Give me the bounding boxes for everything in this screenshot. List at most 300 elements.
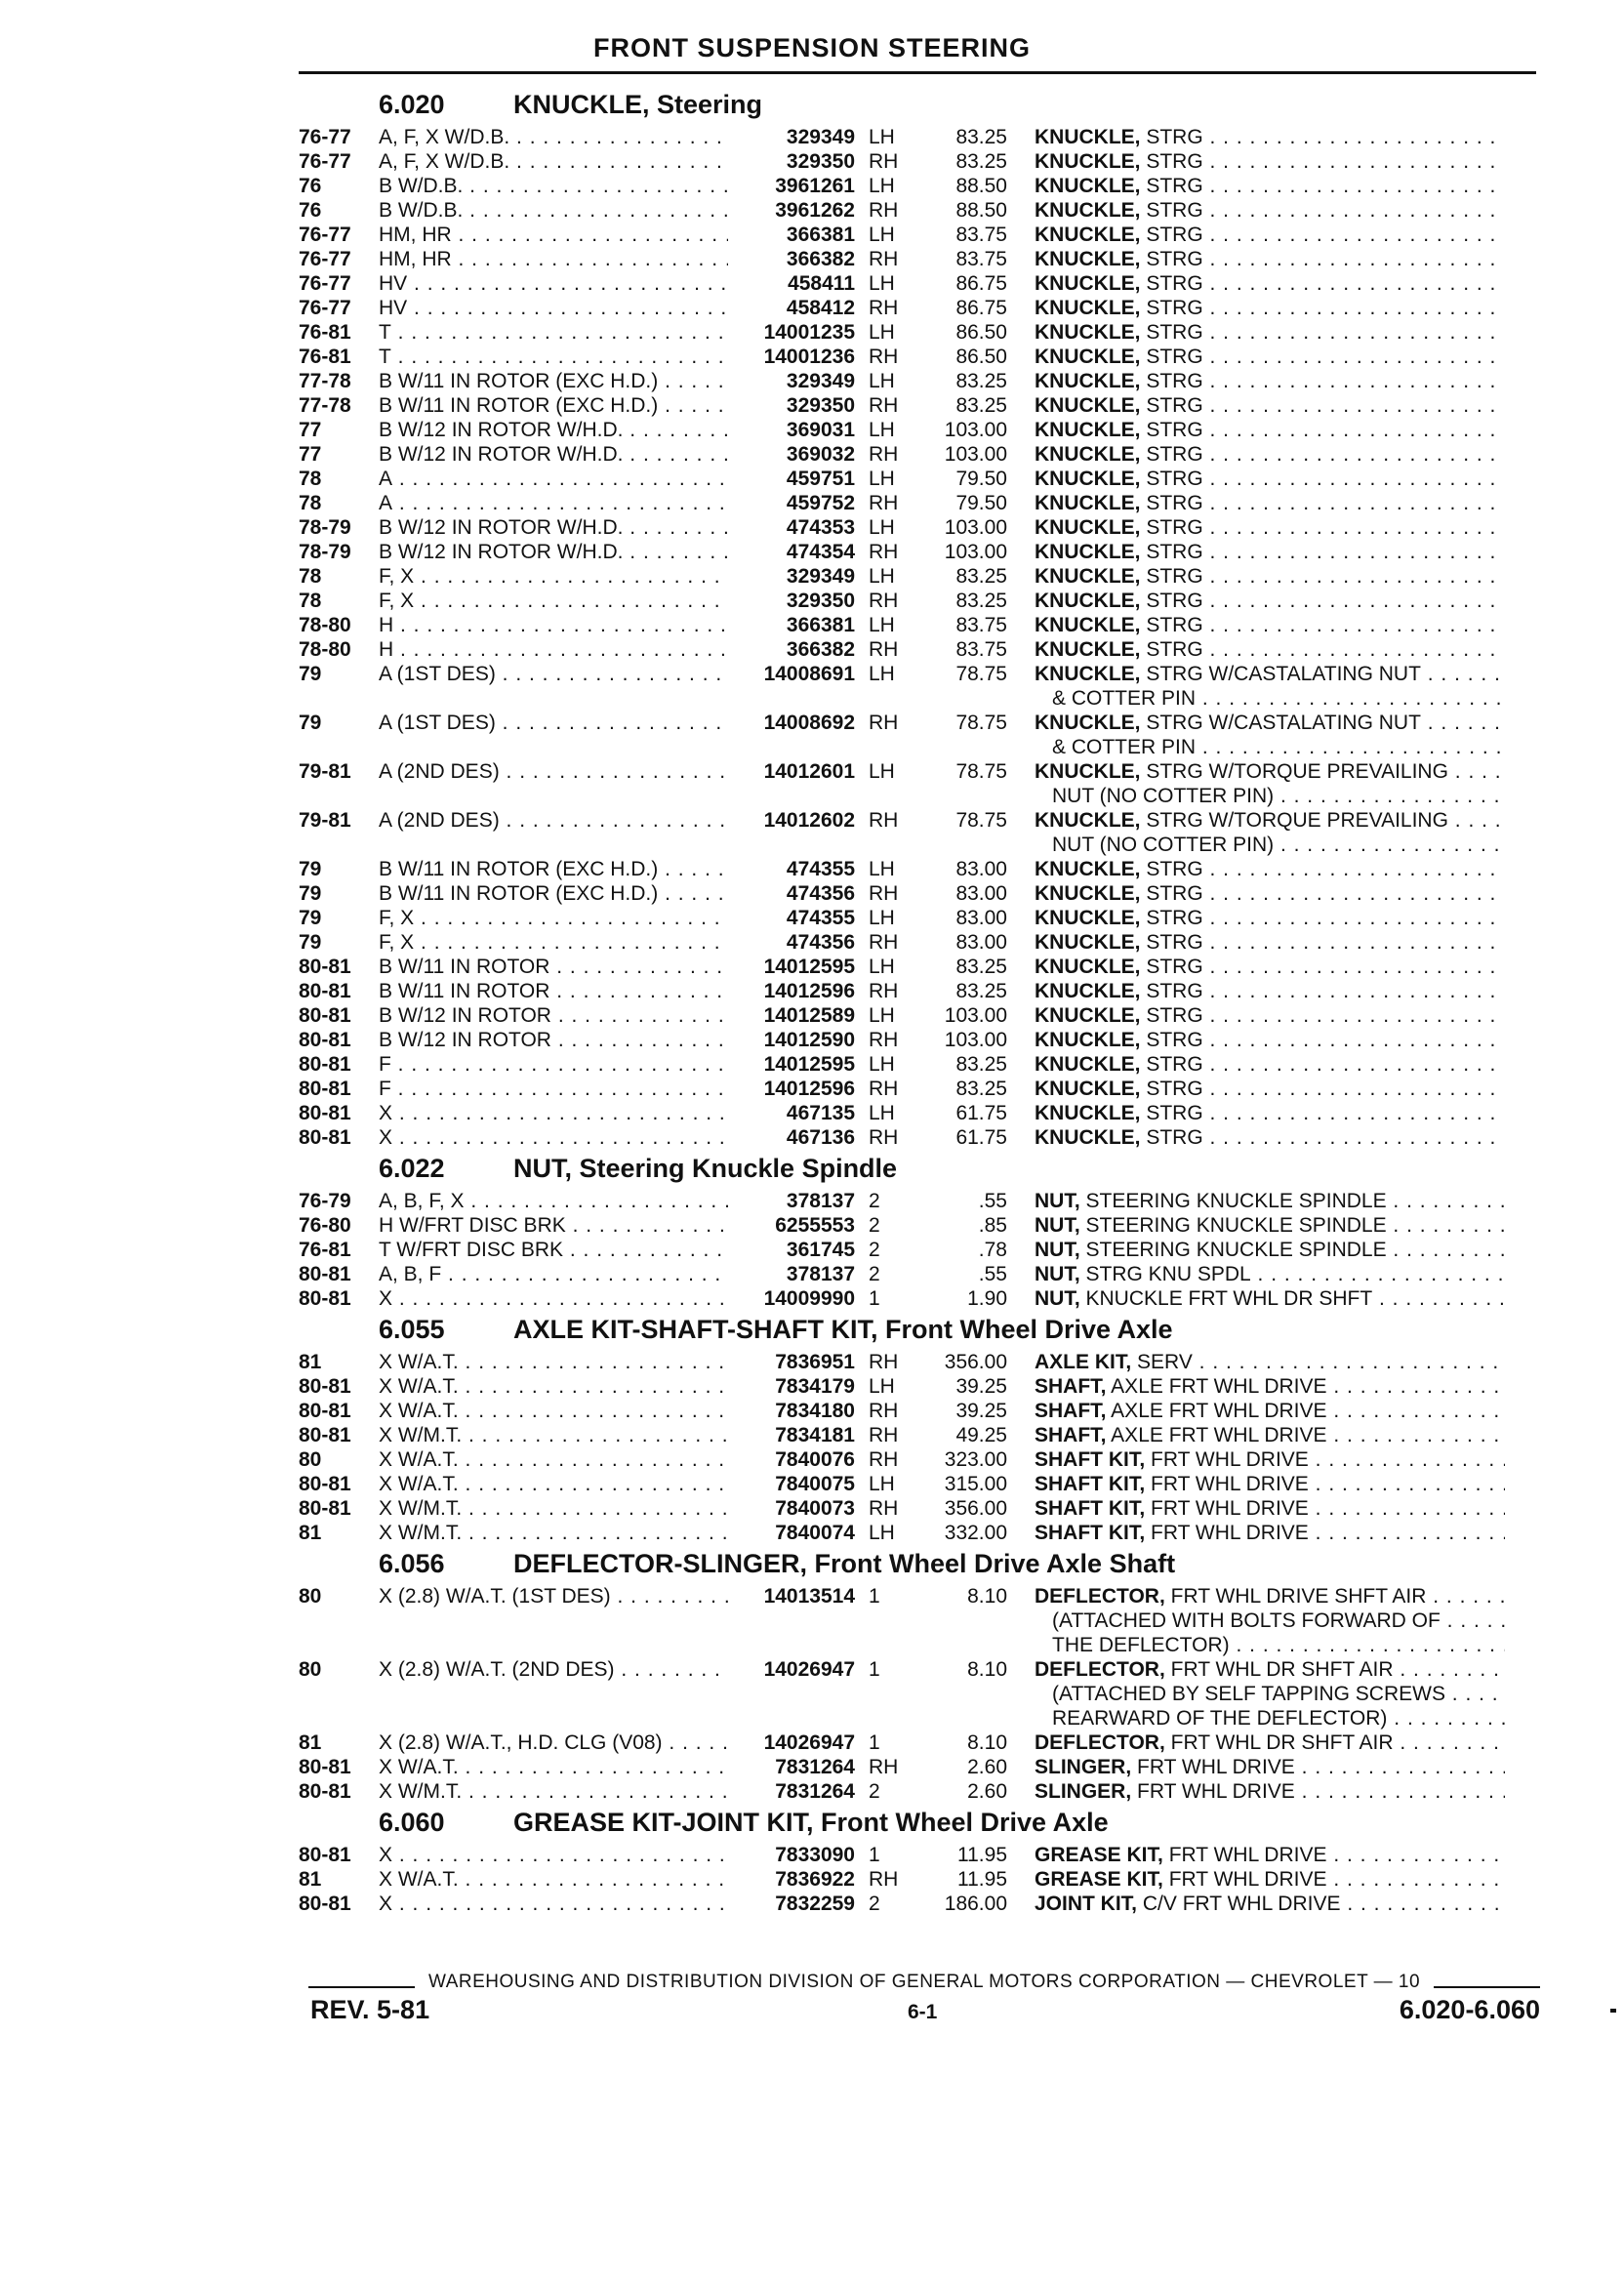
price: 88.50 bbox=[955, 199, 1007, 222]
description-line: AXLE KIT, SERV . . . bbox=[1035, 1350, 1505, 1374]
part-number: 14012596 bbox=[763, 980, 855, 1002]
description bbox=[1007, 711, 1505, 759]
part-number: 329349 bbox=[786, 370, 855, 392]
description-line: KNUCKLE, STRG . . . bbox=[1035, 149, 1505, 174]
quantity: 2 bbox=[869, 1214, 880, 1237]
part-row bbox=[299, 1028, 1558, 1052]
application: A, B, F . . . bbox=[379, 1262, 728, 1286]
application: B W/12 IN ROTOR . . . bbox=[379, 1003, 728, 1028]
description-line: NUT (NO COTTER PIN) . . . bbox=[1035, 833, 1505, 857]
price: 83.75 bbox=[955, 638, 1007, 661]
application: X W/A.T. . . . bbox=[379, 1447, 728, 1472]
quantity: RH bbox=[869, 150, 899, 173]
description-line: KNUCKLE, STRG W/CASTALATING NUT . . . bbox=[1035, 662, 1505, 686]
description bbox=[1007, 1101, 1505, 1125]
part-number: 14012595 bbox=[763, 956, 855, 978]
description bbox=[1007, 613, 1505, 637]
price: 83.00 bbox=[955, 931, 1007, 954]
header-rule bbox=[299, 71, 1536, 74]
section-number: 6.055 bbox=[379, 1315, 445, 1344]
description-line: SLINGER, FRT WHL DRIVE . . . bbox=[1035, 1755, 1505, 1779]
description bbox=[1007, 1350, 1505, 1374]
description-line: KNUCKLE, STRG . . . bbox=[1035, 418, 1505, 442]
description-line: KNUCKLE, STRG . . . bbox=[1035, 491, 1505, 515]
description-line: KNUCKLE, STRG . . . bbox=[1035, 979, 1505, 1003]
price: 356.00 bbox=[944, 1497, 1007, 1520]
part-number: 366381 bbox=[786, 224, 855, 246]
quantity: RH bbox=[869, 1351, 899, 1373]
part-row bbox=[299, 393, 1558, 418]
quantity: LH bbox=[869, 468, 895, 490]
part-number: 14013514 bbox=[763, 1585, 855, 1608]
application: X (2.8) W/A.T. (1ST DES) . . . bbox=[379, 1584, 728, 1657]
part-number: 7831264 bbox=[775, 1780, 855, 1803]
quantity: LH bbox=[869, 1004, 895, 1027]
part-row bbox=[299, 808, 1558, 857]
price: .78 bbox=[978, 1239, 1007, 1261]
description-line: (ATTACHED BY SELF TAPPING SCREWS . . . bbox=[1035, 1682, 1505, 1706]
part-number: 459751 bbox=[786, 468, 855, 490]
description-line: KNUCKLE, STRG . . . bbox=[1035, 442, 1505, 467]
model-years: 78 bbox=[299, 565, 322, 588]
part-number: 3961261 bbox=[775, 175, 855, 197]
revision-label: REV. 5-81 bbox=[310, 1995, 430, 2024]
quantity: LH bbox=[869, 516, 895, 539]
model-years: 80-81 bbox=[299, 956, 351, 978]
part-number: 14012590 bbox=[763, 1029, 855, 1051]
quantity: LH bbox=[869, 175, 895, 197]
application: HV . . . bbox=[379, 296, 728, 320]
quantity: 1 bbox=[869, 1731, 880, 1754]
model-years: 77-78 bbox=[299, 370, 351, 392]
part-row bbox=[299, 1496, 1558, 1521]
model-years: 79 bbox=[299, 663, 322, 685]
description bbox=[1007, 174, 1505, 198]
application: B W/11 IN ROTOR (EXC H.D.) . . . bbox=[379, 857, 728, 881]
section-heading bbox=[299, 1154, 1558, 1189]
description-line: KNUCKLE, STRG . . . bbox=[1035, 223, 1505, 247]
application: B W/12 IN ROTOR W/H.D. . . . bbox=[379, 418, 728, 442]
quantity: RH bbox=[869, 1868, 899, 1891]
application: X W/M.T. . . . bbox=[379, 1423, 728, 1447]
part-number: 369031 bbox=[786, 419, 855, 441]
description-line: KNUCKLE, STRG . . . bbox=[1035, 271, 1505, 296]
section-heading bbox=[299, 1549, 1558, 1584]
quantity: RH bbox=[869, 1029, 899, 1051]
application: F, X . . . bbox=[379, 906, 728, 930]
application: H W/FRT DISC BRK . . . bbox=[379, 1213, 728, 1238]
quantity: RH bbox=[869, 590, 899, 612]
part-row bbox=[299, 1101, 1558, 1125]
part-row bbox=[299, 1843, 1558, 1867]
quantity: 2 bbox=[869, 1893, 880, 1915]
quantity: LH bbox=[869, 1053, 895, 1076]
part-number: 14012589 bbox=[763, 1004, 855, 1027]
part-row bbox=[299, 1657, 1558, 1730]
quantity: RH bbox=[869, 346, 899, 368]
model-years: 80-81 bbox=[299, 1078, 351, 1100]
price: .85 bbox=[978, 1214, 1007, 1237]
description bbox=[1007, 515, 1505, 540]
application: B W/11 IN ROTOR (EXC H.D.) . . . bbox=[379, 369, 728, 393]
price: 78.75 bbox=[955, 809, 1007, 832]
quantity: RH bbox=[869, 492, 899, 514]
price: 332.00 bbox=[944, 1522, 1007, 1544]
price: 8.10 bbox=[967, 1731, 1007, 1754]
part-number: 474355 bbox=[786, 858, 855, 880]
application: X W/M.T. . . . bbox=[379, 1496, 728, 1521]
page-number: 6-1 bbox=[908, 2001, 938, 2023]
application: X . . . bbox=[379, 1892, 728, 1916]
part-number: 14012596 bbox=[763, 1078, 855, 1100]
part-row bbox=[299, 1077, 1558, 1101]
model-years: 80-81 bbox=[299, 1263, 351, 1285]
application: B W/11 IN ROTOR . . . bbox=[379, 979, 728, 1003]
description bbox=[1007, 125, 1505, 149]
application: F . . . bbox=[379, 1077, 728, 1101]
price: 103.00 bbox=[944, 1004, 1007, 1027]
price: 186.00 bbox=[944, 1893, 1007, 1915]
model-years: 80-81 bbox=[299, 1893, 351, 1915]
description bbox=[1007, 564, 1505, 589]
description-line: KNUCKLE, STRG . . . bbox=[1035, 345, 1505, 369]
part-row bbox=[299, 1052, 1558, 1077]
description-line: NUT, KNUCKLE FRT WHL DR SHFT . . . bbox=[1035, 1286, 1505, 1311]
description-line: KNUCKLE, STRG . . . bbox=[1035, 589, 1505, 613]
price: 11.95 bbox=[957, 1844, 1007, 1866]
description bbox=[1007, 418, 1505, 442]
description bbox=[1007, 1447, 1505, 1472]
description-line: KNUCKLE, STRG . . . bbox=[1035, 906, 1505, 930]
price: 78.75 bbox=[955, 712, 1007, 734]
part-row bbox=[299, 1892, 1558, 1916]
parts-catalog bbox=[299, 86, 1558, 1916]
section-title: NUT, Steering Knuckle Spindle bbox=[513, 1154, 898, 1183]
price: 83.25 bbox=[955, 370, 1007, 392]
price: 83.00 bbox=[955, 907, 1007, 929]
description bbox=[1007, 149, 1505, 174]
application: HM, HR . . . bbox=[379, 247, 728, 271]
part-row bbox=[299, 1779, 1558, 1804]
part-row bbox=[299, 759, 1558, 808]
quantity: RH bbox=[869, 882, 899, 905]
description bbox=[1007, 1779, 1505, 1804]
description-line: KNUCKLE, STRG . . . bbox=[1035, 857, 1505, 881]
model-years: 81 bbox=[299, 1351, 322, 1373]
part-row bbox=[299, 1374, 1558, 1399]
description-line: KNUCKLE, STRG . . . bbox=[1035, 247, 1505, 271]
application: X . . . bbox=[379, 1286, 728, 1311]
part-row bbox=[299, 1423, 1558, 1447]
quantity: RH bbox=[869, 1448, 899, 1471]
application: X . . . bbox=[379, 1125, 728, 1150]
description bbox=[1007, 1867, 1505, 1892]
model-years: 76-80 bbox=[299, 1214, 351, 1237]
application: F . . . bbox=[379, 1052, 728, 1077]
model-years: 76-81 bbox=[299, 346, 351, 368]
model-years: 79 bbox=[299, 858, 322, 880]
model-years: 78-80 bbox=[299, 638, 351, 661]
part-row bbox=[299, 271, 1558, 296]
model-years: 80-81 bbox=[299, 1004, 351, 1027]
model-years: 79-81 bbox=[299, 809, 351, 832]
application: A . . . bbox=[379, 467, 728, 491]
quantity: LH bbox=[869, 760, 895, 783]
application: X W/A.T. . . . bbox=[379, 1350, 728, 1374]
quantity: LH bbox=[869, 1522, 895, 1544]
price: 103.00 bbox=[944, 516, 1007, 539]
price: 83.25 bbox=[955, 1053, 1007, 1076]
quantity: RH bbox=[869, 1400, 899, 1422]
application: B W/12 IN ROTOR . . . bbox=[379, 1028, 728, 1052]
part-number: 458411 bbox=[788, 272, 855, 295]
part-row bbox=[299, 857, 1558, 881]
part-row bbox=[299, 881, 1558, 906]
model-years: 76-77 bbox=[299, 272, 351, 295]
description bbox=[1007, 467, 1505, 491]
model-years: 80-81 bbox=[299, 980, 351, 1002]
part-number: 7840073 bbox=[775, 1497, 855, 1520]
application: X W/A.T. . . . bbox=[379, 1867, 728, 1892]
description bbox=[1007, 1286, 1505, 1311]
description-line: DEFLECTOR, FRT WHL DR SHFT AIR . . . bbox=[1035, 1730, 1505, 1755]
description-line: KNUCKLE, STRG . . . bbox=[1035, 320, 1505, 345]
model-years: 80-81 bbox=[299, 1102, 351, 1124]
price: 49.25 bbox=[955, 1424, 1007, 1446]
quantity: 1 bbox=[869, 1585, 880, 1608]
part-row bbox=[299, 125, 1558, 149]
description bbox=[1007, 1125, 1505, 1150]
description-line: KNUCKLE, STRG . . . bbox=[1035, 393, 1505, 418]
price: 78.75 bbox=[955, 760, 1007, 783]
model-years: 80-81 bbox=[299, 1400, 351, 1422]
part-number: 366382 bbox=[786, 638, 855, 661]
description bbox=[1007, 442, 1505, 467]
description bbox=[1007, 808, 1505, 857]
model-years: 76-81 bbox=[299, 1239, 351, 1261]
description bbox=[1007, 1423, 1505, 1447]
description bbox=[1007, 662, 1505, 711]
quantity: 2 bbox=[869, 1263, 880, 1285]
price: 86.50 bbox=[955, 321, 1007, 344]
part-number: 7834180 bbox=[775, 1400, 855, 1422]
price: 83.75 bbox=[955, 224, 1007, 246]
price: 356.00 bbox=[944, 1351, 1007, 1373]
description bbox=[1007, 637, 1505, 662]
part-row bbox=[299, 223, 1558, 247]
description-line: KNUCKLE, STRG . . . bbox=[1035, 125, 1505, 149]
description bbox=[1007, 540, 1505, 564]
model-years: 80-81 bbox=[299, 1497, 351, 1520]
price: 83.25 bbox=[955, 1078, 1007, 1100]
application: T . . . bbox=[379, 345, 728, 369]
part-row bbox=[299, 1755, 1558, 1779]
model-years: 78-79 bbox=[299, 516, 351, 539]
description-line: & COTTER PIN . . . bbox=[1035, 735, 1505, 759]
description bbox=[1007, 906, 1505, 930]
description bbox=[1007, 1657, 1505, 1730]
part-number: 369032 bbox=[786, 443, 855, 466]
part-row bbox=[299, 320, 1558, 345]
quantity: LH bbox=[869, 419, 895, 441]
description bbox=[1007, 1584, 1505, 1657]
application: X W/A.T. . . . bbox=[379, 1755, 728, 1779]
description bbox=[1007, 1028, 1505, 1052]
model-years: 81 bbox=[299, 1868, 322, 1891]
description bbox=[1007, 223, 1505, 247]
part-number: 7840074 bbox=[775, 1522, 855, 1544]
part-row bbox=[299, 906, 1558, 930]
quantity: LH bbox=[869, 272, 895, 295]
part-number: 474356 bbox=[786, 882, 855, 905]
quantity: RH bbox=[869, 980, 899, 1002]
part-row bbox=[299, 1584, 1558, 1657]
description-line: NUT, STEERING KNUCKLE SPINDLE . . . bbox=[1035, 1213, 1505, 1238]
description bbox=[1007, 1003, 1505, 1028]
application: T W/FRT DISC BRK . . . bbox=[379, 1238, 728, 1262]
model-years: 76 bbox=[299, 199, 322, 222]
price: 61.75 bbox=[955, 1126, 1007, 1149]
price: 39.25 bbox=[955, 1400, 1007, 1422]
model-years: 80-81 bbox=[299, 1029, 351, 1051]
price: 103.00 bbox=[944, 443, 1007, 466]
description-line: SLINGER, FRT WHL DRIVE . . . bbox=[1035, 1779, 1505, 1804]
description-line: KNUCKLE, STRG . . . bbox=[1035, 1003, 1505, 1028]
description bbox=[1007, 857, 1505, 881]
model-years: 80 bbox=[299, 1585, 322, 1608]
model-years: 76-77 bbox=[299, 150, 351, 173]
part-row bbox=[299, 662, 1558, 711]
description-line: KNUCKLE, STRG . . . bbox=[1035, 930, 1505, 955]
part-number: 474354 bbox=[786, 541, 855, 563]
part-row bbox=[299, 1125, 1558, 1150]
description bbox=[1007, 320, 1505, 345]
quantity: RH bbox=[869, 248, 899, 270]
application: A, B, F, X . . . bbox=[379, 1189, 728, 1213]
quantity: RH bbox=[869, 1497, 899, 1520]
price: 103.00 bbox=[944, 541, 1007, 563]
part-number: 6255553 bbox=[775, 1214, 855, 1237]
description bbox=[1007, 1052, 1505, 1077]
model-years: 76 bbox=[299, 175, 322, 197]
part-number: 7840076 bbox=[775, 1448, 855, 1471]
model-years: 77 bbox=[299, 419, 322, 441]
description bbox=[1007, 271, 1505, 296]
part-row bbox=[299, 174, 1558, 198]
description-line: KNUCKLE, STRG . . . bbox=[1035, 296, 1505, 320]
application: F, X . . . bbox=[379, 930, 728, 955]
part-row bbox=[299, 296, 1558, 320]
description bbox=[1007, 1521, 1505, 1545]
description bbox=[1007, 369, 1505, 393]
part-row bbox=[299, 955, 1558, 979]
part-row bbox=[299, 637, 1558, 662]
model-years: 78 bbox=[299, 590, 322, 612]
description bbox=[1007, 1399, 1505, 1423]
quantity: LH bbox=[869, 1473, 895, 1495]
part-number: 329350 bbox=[786, 394, 855, 417]
quantity: LH bbox=[869, 565, 895, 588]
part-number: 7833090 bbox=[775, 1844, 855, 1866]
part-row bbox=[299, 930, 1558, 955]
description bbox=[1007, 1077, 1505, 1101]
part-number: 329350 bbox=[786, 150, 855, 173]
part-number: 14009990 bbox=[763, 1287, 855, 1310]
quantity: 1 bbox=[869, 1658, 880, 1681]
part-row bbox=[299, 1730, 1558, 1755]
section-title: DEFLECTOR-SLINGER, Front Wheel Drive Axle Shaft bbox=[513, 1549, 1176, 1578]
price: 83.25 bbox=[955, 590, 1007, 612]
part-row bbox=[299, 540, 1558, 564]
part-row bbox=[299, 467, 1558, 491]
model-years: 80-81 bbox=[299, 1424, 351, 1446]
description bbox=[1007, 393, 1505, 418]
application: B W/12 IN ROTOR W/H.D. . . . bbox=[379, 540, 728, 564]
model-years: 76-77 bbox=[299, 126, 351, 148]
model-years: 79 bbox=[299, 712, 322, 734]
part-row bbox=[299, 442, 1558, 467]
application: X W/A.T. . . . bbox=[379, 1399, 728, 1423]
part-number: 14008691 bbox=[763, 663, 855, 685]
part-number: 7832259 bbox=[775, 1893, 855, 1915]
section-title: KNUCKLE, Steering bbox=[513, 90, 763, 119]
model-years: 78-79 bbox=[299, 541, 351, 563]
price: 86.50 bbox=[955, 346, 1007, 368]
section-number: 6.060 bbox=[379, 1808, 445, 1837]
description bbox=[1007, 198, 1505, 223]
description bbox=[1007, 1730, 1505, 1755]
quantity: RH bbox=[869, 809, 899, 832]
application: X W/M.T. . . . bbox=[379, 1779, 728, 1804]
description bbox=[1007, 955, 1505, 979]
description-line: KNUCKLE, STRG . . . bbox=[1035, 1101, 1505, 1125]
model-years: 80-81 bbox=[299, 1053, 351, 1076]
part-number: 7834179 bbox=[775, 1375, 855, 1398]
part-number: 467136 bbox=[786, 1126, 855, 1149]
price: 83.75 bbox=[955, 248, 1007, 270]
description-line: JOINT KIT, C/V FRT WHL DRIVE . . . bbox=[1035, 1892, 1505, 1916]
model-years: 79-81 bbox=[299, 760, 351, 783]
application: X W/A.T. . . . bbox=[379, 1472, 728, 1496]
application: B W/11 IN ROTOR (EXC H.D.) . . . bbox=[379, 881, 728, 906]
description-line: REARWARD OF THE DEFLECTOR) . . . bbox=[1035, 1706, 1505, 1730]
price: .55 bbox=[978, 1190, 1007, 1212]
model-years: 80-81 bbox=[299, 1473, 351, 1495]
quantity: RH bbox=[869, 541, 899, 563]
price: 83.25 bbox=[955, 394, 1007, 417]
application: B W/11 IN ROTOR (EXC H.D.) . . . bbox=[379, 393, 728, 418]
application: H . . . bbox=[379, 637, 728, 662]
part-row bbox=[299, 979, 1558, 1003]
price: 2.60 bbox=[967, 1756, 1007, 1778]
price: 83.25 bbox=[955, 126, 1007, 148]
description-line: KNUCKLE, STRG . . . bbox=[1035, 1052, 1505, 1077]
description-line: KNUCKLE, STRG . . . bbox=[1035, 174, 1505, 198]
price: 61.75 bbox=[955, 1102, 1007, 1124]
application: F, X . . . bbox=[379, 589, 728, 613]
model-years: 80 bbox=[299, 1658, 322, 1681]
part-number: 467135 bbox=[786, 1102, 855, 1124]
price: 103.00 bbox=[944, 1029, 1007, 1051]
part-row bbox=[299, 1238, 1558, 1262]
description bbox=[1007, 1892, 1505, 1916]
part-row bbox=[299, 1213, 1558, 1238]
description bbox=[1007, 979, 1505, 1003]
part-number: 474356 bbox=[786, 931, 855, 954]
section-number: 6.022 bbox=[379, 1154, 445, 1183]
quantity: RH bbox=[869, 1756, 899, 1778]
section-number: 6.056 bbox=[379, 1549, 445, 1578]
